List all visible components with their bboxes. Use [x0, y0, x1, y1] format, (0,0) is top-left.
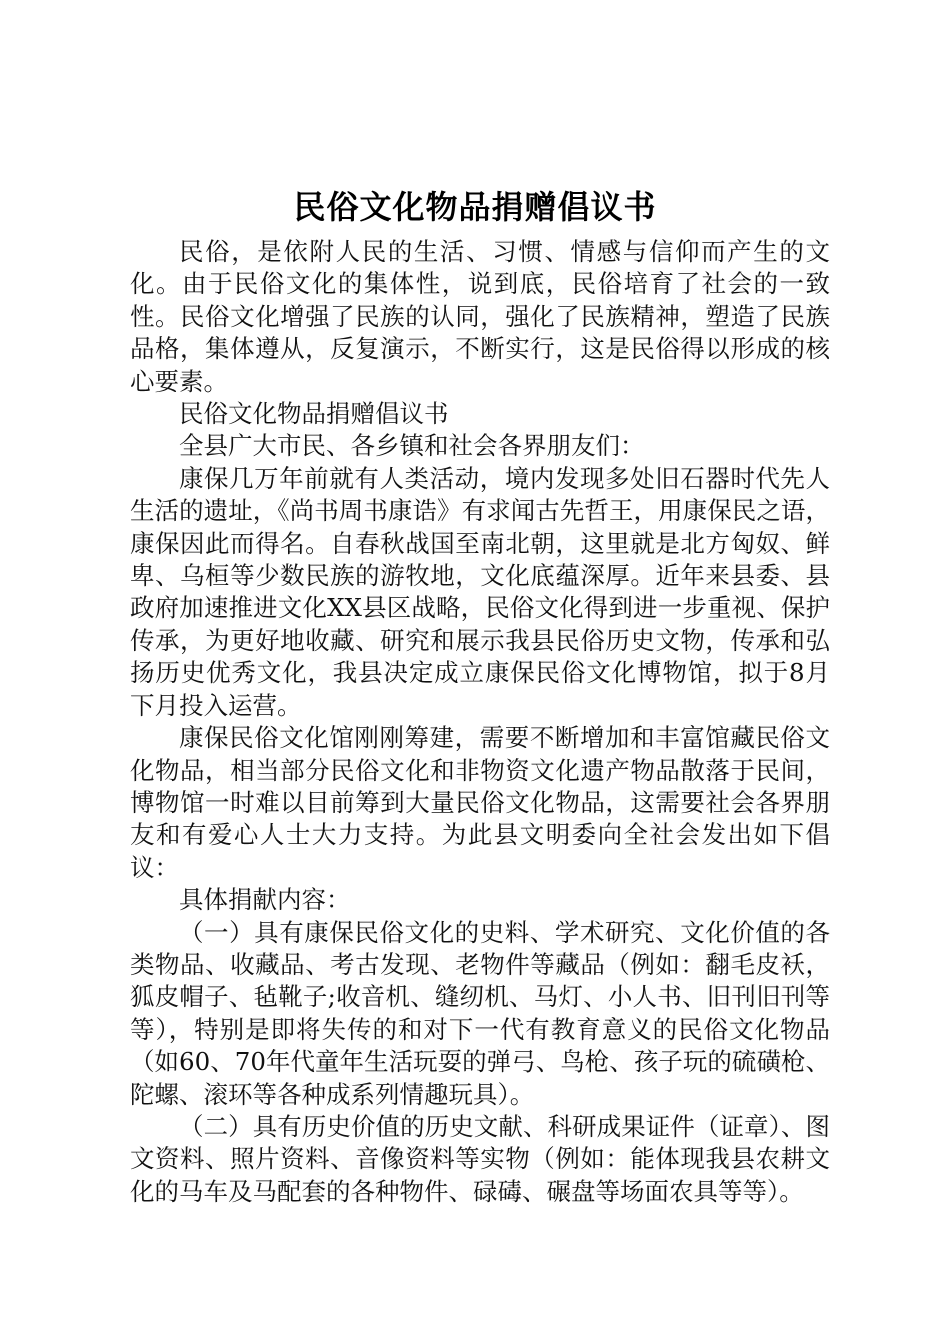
paragraph-subtitle: 民俗文化物品捐赠倡议书: [179, 399, 449, 429]
document-body: [130, 236, 830, 1208]
paragraph-item-two: （二）具有历史价值的历史文献、科研成果证件（证章）、图文资料、照片资料、音像资料等实物（例如：能体现我县农耕文化的马车及马配套的各种物件、碌碡、碾盘等场面农具等等）。: [130, 1111, 830, 1206]
paragraph-item-one: （一）具有康保民俗文化的史料、学术研究、文化价值的各类物品、收藏品、考古发现、老物件等藏品（例如：翻毛皮袄，狐皮帽子、毡靴子;收音机、缝纫机、马灯、小人书、旧刊旧刊等等），特别是即将失传的和对下一代有教育意义的民俗文化物品（如60、70年代童年生活玩耍的弹弓、鸟枪、孩子玩的硫磺枪、陀螺、滚环等各种成系列情趣玩具）。: [130, 917, 830, 1109]
document-title: 民俗文化物品捐赠倡议书: [293, 188, 657, 226]
paragraph-intro: 民俗，是依附人民的生活、习惯、情感与信仰而产生的文化。由于民俗文化的集体性，说到底，民俗培育了社会的一致性。民俗文化增强了民族的认同，强化了民族精神，塑造了民族品格，集体遵从，反复演示，不断实行，这是民俗得以形成的核心要素。: [130, 237, 830, 396]
paragraph-salutation: 全县广大市民、各乡镇和社会各界朋友们：: [179, 431, 645, 461]
paragraph-history: 康保几万年前就有人类活动，境内发现多处旧石器时代先人生活的遗址，《尚书周书康诰》有求闻古先哲王，用康保民之语，康保因此而得名。自春秋战国至南北朝，这里就是北方匈奴、鲜卑、乌桓等少数民族的游牧地，文化底蕴深厚。近年来县委、县政府加速推进文化XX县区战略，民俗文化得到进一步重视、保护传承，为更好地收藏、研究和展示我县民俗历史文物，传承和弘扬历史优秀文化，我县决定成立康保民俗文化博物馆，拟于8月下月投入运营。: [130, 463, 830, 720]
paragraph-appeal: 康保民俗文化馆刚刚筹建，需要不断增加和丰富馆藏民俗文化物品，相当部分民俗文化和非物资文化遗产物品散落于民间，博物馆一时难以目前筹到大量民俗文化物品，这需要社会各界朋友和有爱心人士大力支持。为此县文明委向全社会发出如下倡议：: [130, 723, 830, 882]
paragraph-donation-heading: 具体捐献内容：: [179, 885, 351, 915]
